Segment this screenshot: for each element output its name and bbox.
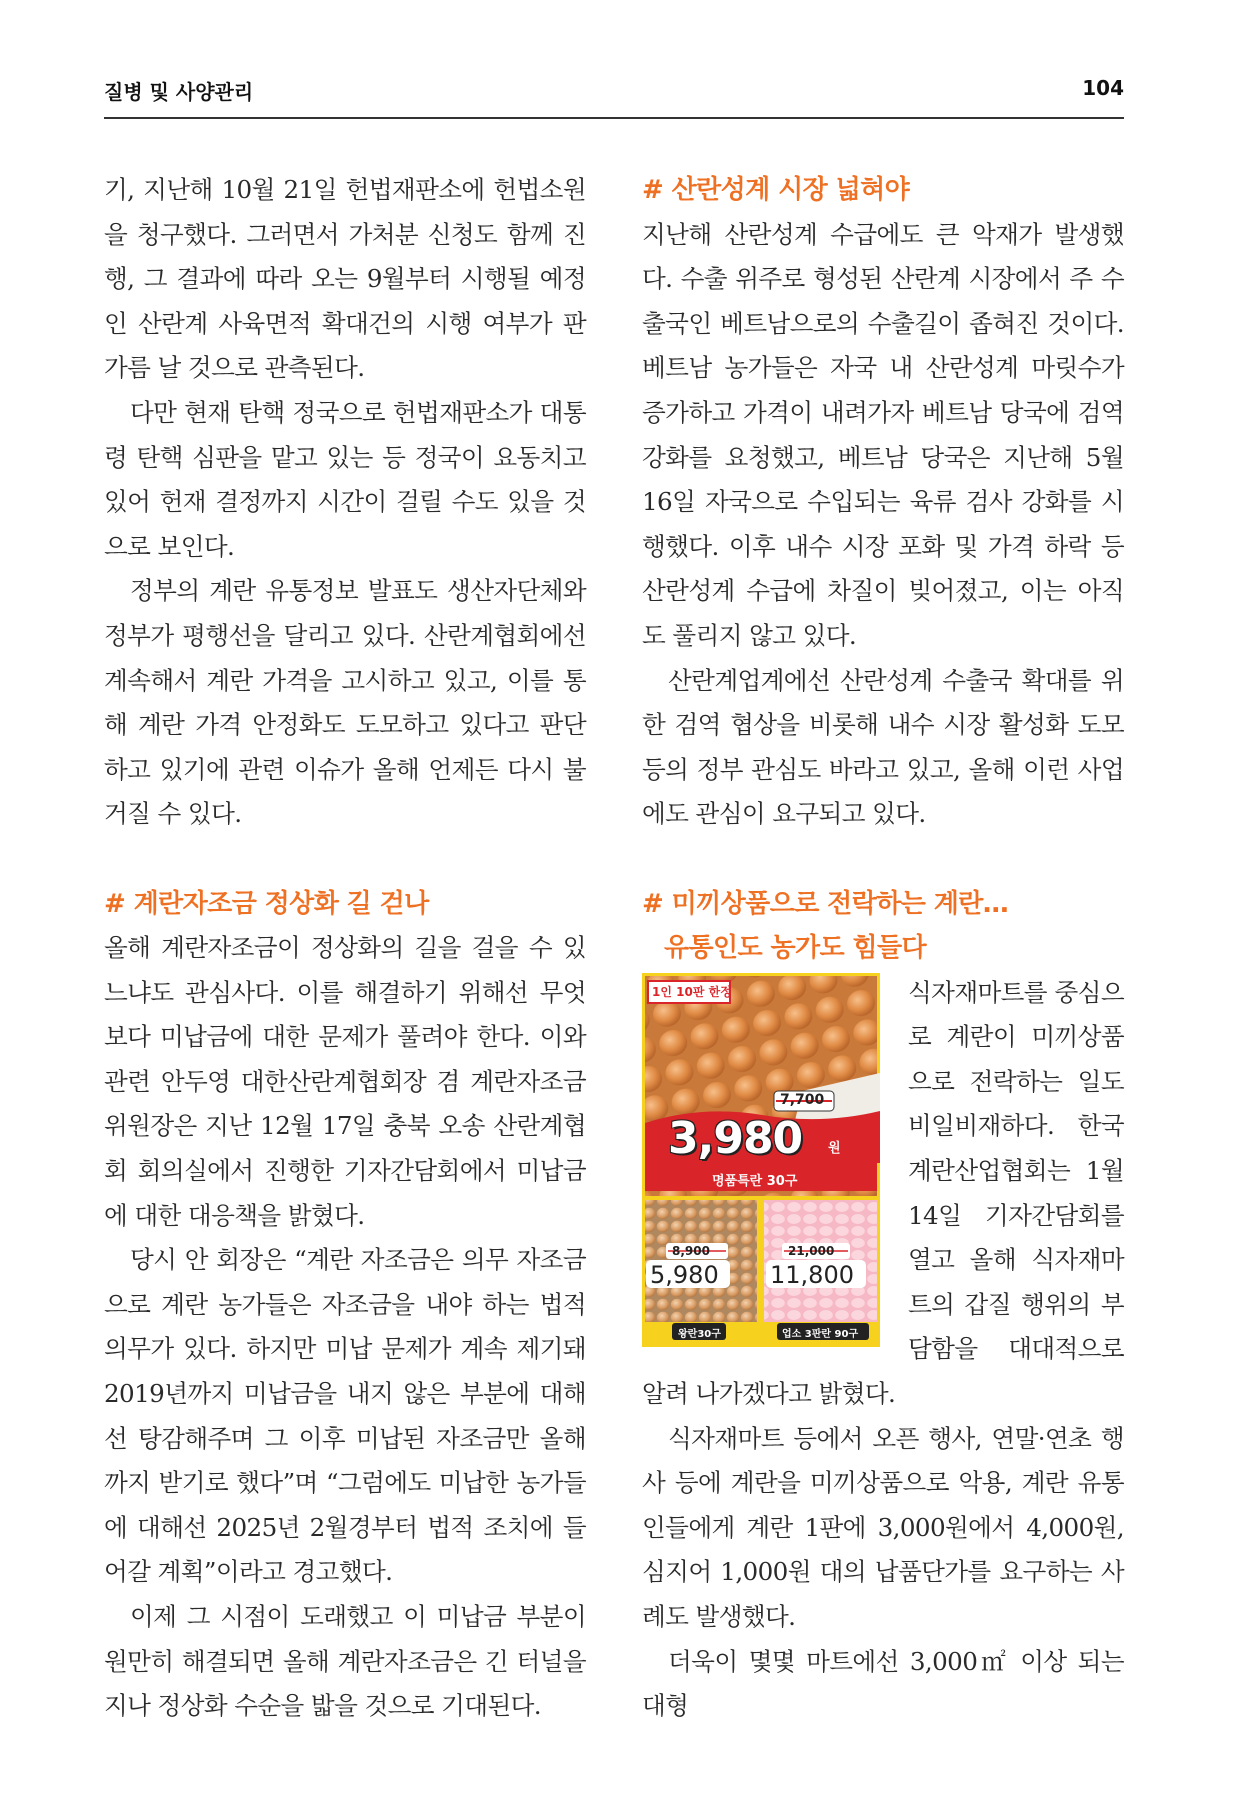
- paragraph: 이제 그 시점이 도래했고 이 미납금 부분이 원만히 해결되면 올해 계란자조금은 긴 터널을 지나 정상화 수순을 밟을 것으로 기대된다.: [104, 1602, 586, 1721]
- paragraph: 당시 안 회장은 “계란 자조금은 의무 자조금으로 계란 농가들은 자조금을 내야 하는 법적 의무가 있다. 하지만 미납 문제가 계속 제기돼 2019년까지 미납금을 내지 않은 부분에 대해선 탕감해주며 그 이후 미납된 자조금만 올해까지 받기로 했다”며 “그럼에도 미납한 농가들에 대해선 2025년 2월경부터 법적 조치에 들어갈 계획”이라고 경고했다.: [104, 1245, 586, 1587]
- section-title: 질병 및 사양관리: [104, 80, 254, 104]
- ad-right-label: 업소 3판란 90구: [782, 1328, 859, 1340]
- ad-right-old-price: 21,000: [788, 1243, 835, 1258]
- right-column: [642, 168, 1124, 1729]
- ad-right-price: 11,800: [770, 1260, 854, 1289]
- ad-left-price: 5,980: [650, 1260, 719, 1289]
- egg-price-ad-image: [642, 973, 880, 1347]
- heading-line-2: 유통인도 농가도 힘들다: [664, 933, 927, 964]
- paragraph: 식자재마트 등에서 오픈 행사, 연말·연초 행사 등에 계란을 미끼상품으로 악용, 계란 유통인들에게 계란 1판에 3,000원에서 4,000원, 심지어 1,000원 대의 납품단가를 요구하는 사례도 발생했다.: [642, 1423, 1124, 1631]
- ad-won-unit: 원: [828, 1140, 841, 1156]
- left-column: [104, 168, 586, 1729]
- page-header: [104, 76, 1124, 110]
- paragraph: 정부의 계란 유통정보 발표도 생산자단체와 정부가 평행선을 달리고 있다. 산란계협회에선 계속해서 계란 가격을 고시하고 있고, 이를 통해 계란 가격 안정화도 도모하고 있다고 판단하고 있기에 관련 이슈가 올해 언제든 다시 불거질 수 있다.: [104, 576, 586, 829]
- header-divider: [104, 117, 1124, 119]
- section-heading: [642, 882, 1124, 971]
- paragraph: 올해 계란자조금이 정상화의 길을 걸을 수 있느냐도 관심사다. 이를 해결하기 위해선 무엇보다 미납금에 대한 문제가 풀려야 한다. 이와 관련 안두영 대한산란계협회장 겸 계란자조금 위원장은 지난 12월 17일 충북 오송 산란계협회 회의실에서 진행한 기자간담회에서 미납금에 대한 대응책을 밝혔다.: [104, 933, 586, 1230]
- paragraph: 산란계업계에선 산란성계 수출국 확대를 위한 검역 협상을 비롯해 내수 시장 활성화 도모 등의 정부 관심도 바라고 있고, 올해 이런 사업에도 관심이 요구되고 있다.: [642, 665, 1124, 829]
- paragraph: 다만 현재 탄핵 정국으로 헌법재판소가 대통령 탄핵 심판을 맡고 있는 등 정국이 요동치고 있어 헌재 결정까지 시간이 걸릴 수도 있을 것으로 보인다.: [104, 397, 586, 561]
- spacer: [104, 837, 586, 882]
- paragraph: 식자재마트를 중심으로 계란이 미끼상품으로 전락하는 일도 비일비재하다. 한국계란산업협회는 1월 14일 기자간담회를 열고 올해 식자재마트의 갑질 행위의 부담함을 대대적으로 알려 나가겠다고 밝혔다.: [642, 977, 1124, 1409]
- ad-limit-tag: 1인 10판 한정: [652, 984, 732, 999]
- ad-old-price: 7,700: [780, 1091, 825, 1108]
- spacer: [642, 837, 1124, 882]
- paragraph: 더욱이 몇몇 마트에선 3,000㎡ 이상 되는 대형: [642, 1646, 1124, 1721]
- section-heading: # 계란자조금 정상화 길 걷나: [104, 888, 429, 919]
- ad-main-price: 3,980: [668, 1112, 803, 1164]
- paragraph: 기, 지난해 10월 21일 헌법재판소에 헌법소원을 청구했다. 그러면서 가처분 신청도 함께 진행, 그 결과에 따라 오는 9월부터 시행될 예정인 산란계 사육면적 확대건의 시행 여부가 판가름 날 것으로 관측된다.: [104, 175, 586, 383]
- page-number: 104: [1082, 76, 1124, 100]
- heading-line-1: # 미끼상품으로 전락하는 계란…: [642, 888, 1009, 919]
- paragraph: 지난해 산란성계 수급에도 큰 악재가 발생했다. 수출 위주로 형성된 산란계 시장에서 주 수출국인 베트남으로의 수출길이 좁혀진 것이다. 베트남 농가들은 자국 내 산란성계 마릿수가 증가하고 가격이 내려가자 베트남 당국에 검역 강화를 요청했고, 베트남 당국은 지난해 5월 16일 자국으로 수입되는 육류 검사 강화를 시행했다. 이후 내수 시장 포화 및 가격 하락 등 산란성계 수급에 차질이 빚어졌고, 이는 아직도 풀리지 않고 있다.: [642, 219, 1124, 650]
- ad-left-label: 왕란30구: [678, 1328, 721, 1340]
- ad-left-old-price: 8,900: [672, 1243, 710, 1258]
- section-heading: # 산란성계 시장 넓혀야: [642, 175, 910, 205]
- ad-product-caption: 명품특란 30구: [712, 1173, 798, 1189]
